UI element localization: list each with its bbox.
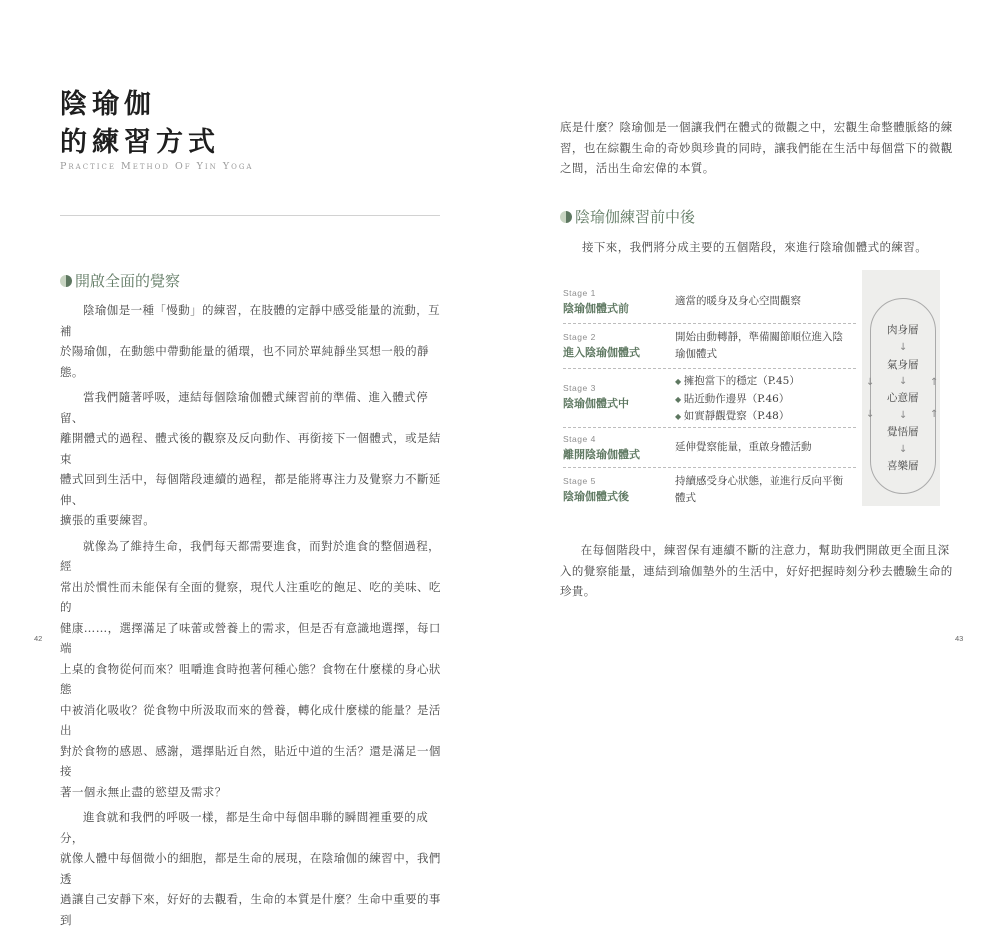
stage-label: Stage 3	[563, 383, 596, 393]
arrow-down-icon: ↓	[899, 342, 908, 353]
stage-name: 陰瑜伽體式中	[563, 398, 629, 410]
stage-desc-line: 瑜伽體式	[675, 347, 717, 360]
stage-desc-line: 擁抱當下的穩定（P.45）	[683, 375, 800, 387]
right-intro	[560, 117, 952, 179]
section-heading-awareness	[60, 270, 180, 291]
paragraph	[60, 387, 444, 531]
diamond-bullet-icon: ◆	[675, 377, 684, 386]
text-line: 上桌的食物從何而來？咀嚼進食時抱著何種心態？食物在什麼樣的身心狀態	[60, 661, 441, 696]
left-body	[60, 300, 444, 935]
stage-name: 陰瑜伽體式前	[563, 303, 629, 315]
page-title-line-1: 陰瑜伽	[60, 89, 156, 120]
arrow-down-icon: ↓	[899, 410, 908, 421]
stage-1-desc	[675, 293, 801, 310]
stage-5	[563, 476, 629, 504]
text-line: 著一個永無止盡的慾望及需求？	[60, 784, 227, 799]
half-circle-icon	[560, 211, 572, 223]
half-circle-icon	[60, 275, 72, 287]
arrow-up-icon: ↑	[930, 377, 939, 388]
stage-desc-line: 適當的暖身及身心空間觀察	[675, 295, 801, 307]
page-number-right: 43	[955, 634, 964, 643]
arrow-down-icon: ↓	[866, 377, 875, 388]
stage-desc-line: 延伸覺察能量，重啟身體活動	[675, 441, 812, 453]
section-heading-text: 開啟全面的覺察	[75, 272, 181, 290]
stage-divider	[563, 368, 856, 369]
stage-desc-line: 貼近動作邊界（P.46）	[683, 392, 790, 405]
text-line: 進食就和我們的呼吸一樣，都是生命中每個串聯的瞬間裡重要的成分，	[60, 810, 429, 845]
section-heading-text: 陰瑜伽練習前中後	[575, 208, 696, 226]
paragraph	[60, 536, 444, 803]
stage-2	[563, 332, 640, 360]
text-line: 底是什麼？陰瑜伽是一個讓我們在體式的微觀之中，宏觀生命整體脈絡的練	[560, 120, 953, 134]
text-line: 珍貴。	[560, 584, 596, 598]
diamond-bullet-icon: ◆	[675, 394, 684, 404]
text-line: 之間，活出生命宏偉的本質。	[560, 161, 715, 175]
stage-desc-line: 開始由動轉靜，準備關節順位進入陰	[675, 331, 843, 343]
stage-label: Stage 4	[563, 434, 596, 444]
stage-4-desc	[675, 439, 812, 456]
layer-label: 喜樂層	[885, 457, 921, 474]
stage-desc-line: 如實靜觀覺察（P.48）	[683, 410, 790, 422]
stage-label: Stage 2	[563, 332, 596, 342]
arrow-down-icon: ↓	[899, 376, 908, 387]
stage-1	[563, 288, 629, 316]
text-line: 中被消化吸收？從食物中所汲取而來的營養，轉化成什麼樣的能量？是活出	[60, 702, 441, 737]
text-line: 體式回到生活中，每個階段連續的過程，都是能將專注力及覺察力不斷延伸、	[60, 472, 441, 507]
text-line: 在每個階段中，練習保有連續不斷的注意力，幫助我們開啟更全面且深	[580, 543, 950, 557]
stages-lead: 接下來，我們將分成主要的五個階段，來進行陰瑜伽體式的練習。	[582, 240, 928, 254]
title-divider	[60, 215, 440, 216]
stage-name: 進入陰瑜伽體式	[563, 347, 640, 359]
text-line: 常出於慣性而未能保有全面的覺察，現代人注重吃的飽足、吃的美味、吃的	[60, 579, 441, 614]
text-line: 對於食物的感恩、感謝，選擇貼近自然，貼近中道的生活？還是滿足一個接	[60, 743, 441, 778]
text-line: 離開體式的過程、體式後的觀察及反向動作、再銜接下一個體式，或是結束	[60, 431, 441, 466]
arrow-down-icon: ↓	[866, 409, 875, 420]
stage-name: 離開陰瑜伽體式	[563, 449, 640, 461]
arrow-up-icon: ↑	[930, 409, 939, 420]
text-line: 過讓自己安靜下來，好好的去觀看，生命的本質是什麼？生命中重要的事到	[60, 892, 441, 927]
stage-label: Stage 1	[563, 288, 596, 298]
text-line: 擴張的重要練習。	[60, 513, 156, 527]
page-number-left: 42	[34, 634, 43, 643]
stage-name: 陰瑜伽體式後	[563, 491, 629, 503]
layer-label: 氣身層	[885, 356, 921, 373]
text-line: 入的覺察能量，連結到瑜伽墊外的生活中，好好把握時刻分秒去體驗生命的	[560, 563, 953, 578]
paragraph	[60, 300, 444, 382]
text-line: 就像人體中每個微小的細胞，都是生命的展現，在陰瑜伽的練習中，我們透	[60, 851, 441, 886]
stage-4	[563, 434, 640, 462]
stage-desc-line: 持續感受身心狀態，並進行反向平衡	[675, 475, 843, 487]
paragraph	[60, 807, 444, 930]
stage-label: Stage 5	[563, 476, 596, 486]
text-line: 習，也在綜觀生命的奇妙與珍貴的同時，讓我們能在生活中每個當下的微觀	[560, 140, 953, 155]
stage-divider	[563, 427, 856, 428]
layer-label: 肉身層	[885, 321, 921, 338]
stage-divider	[563, 467, 856, 468]
stage-desc-bullet	[675, 408, 800, 426]
stage-divider	[563, 323, 856, 324]
text-line: 於陽瑜伽，在動態中帶動能量的循環，也不同於單純靜坐冥想一般的靜態。	[60, 344, 429, 379]
section-heading-stages	[560, 206, 695, 227]
text-line: 健康……，選擇滿足了味蕾或營養上的需求，但是否有意識地選擇，每口端	[60, 620, 441, 655]
stage-desc-bullet	[675, 373, 800, 391]
stage-5-desc	[675, 473, 843, 506]
layer-label: 覺悟層	[885, 423, 921, 440]
stage-3-desc	[675, 373, 800, 426]
stage-desc-bullet	[675, 391, 800, 409]
page-subtitle: Practice Method Of Yin Yoga	[60, 161, 254, 172]
diamond-bullet-icon: ◆	[675, 412, 684, 421]
right-closing	[560, 540, 952, 602]
page-title-line-2: 的練習方式	[60, 127, 220, 158]
stage-2-desc	[675, 329, 843, 362]
text-line: 陰瑜伽是一種「慢動」的練習，在肢體的定靜中感受能量的流動，互補	[60, 303, 440, 338]
stage-desc-line: 體式	[675, 491, 696, 504]
arrow-down-icon: ↓	[899, 444, 908, 455]
stage-3	[563, 383, 629, 411]
text-line: 就像為了維持生命，我們每天都需要進食，而對於進食的整個過程，經	[60, 538, 440, 573]
layer-label: 心意層	[885, 389, 921, 406]
text-line: 當我們隨著呼吸，連結每個陰瑜伽體式練習前的準備、進入體式停留、	[60, 390, 429, 425]
